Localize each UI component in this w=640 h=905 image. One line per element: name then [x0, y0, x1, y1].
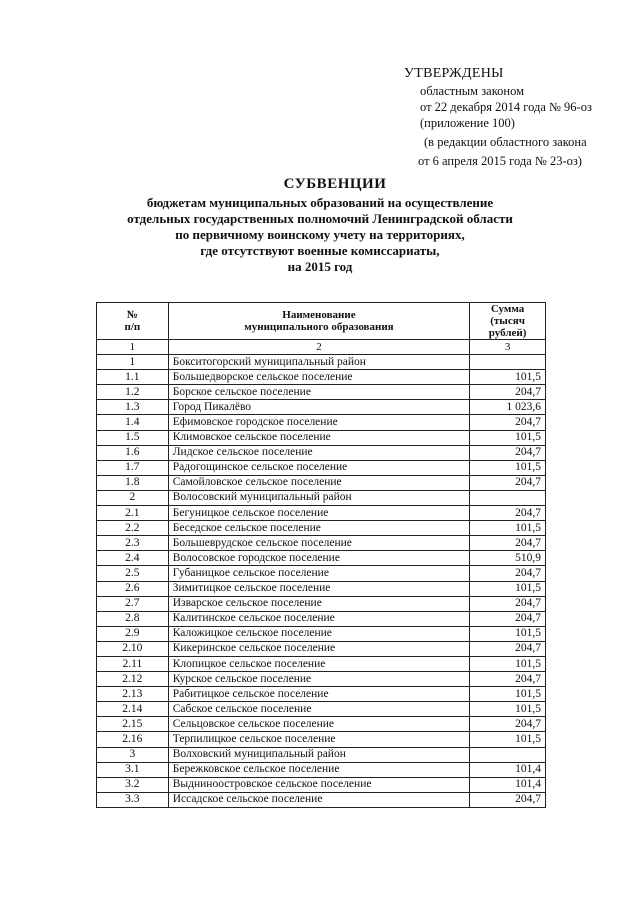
row-name: Лидское сельское поселение [168, 445, 469, 460]
row-name: Курское сельское поселение [168, 672, 469, 687]
table-row [97, 415, 546, 430]
row-number: 2.12 [97, 672, 169, 687]
row-name: Бережковское сельское поселение [168, 762, 469, 777]
header-sum: Сумма (тысяч рублей) [470, 303, 546, 340]
approval-line-5: от 6 апреля 2015 года № 23-оз) [418, 154, 582, 168]
row-sum: 510,9 [470, 551, 546, 566]
row-name: Сельцовское сельское поселение [168, 717, 469, 732]
row-sum: 101,5 [470, 521, 546, 536]
table-row [97, 490, 546, 505]
approval-line-3: (приложение 100) [420, 116, 515, 130]
row-sum: 1 023,6 [470, 400, 546, 415]
table-row [97, 747, 546, 762]
table-row [97, 475, 546, 490]
table-row [97, 611, 546, 626]
row-number: 2.11 [97, 656, 169, 671]
row-name: Волосовский муниципальный район [168, 490, 469, 505]
row-number: 1.8 [97, 475, 169, 490]
table-body [97, 355, 546, 808]
table-row [97, 717, 546, 732]
table-row [97, 732, 546, 747]
row-name: Зимитицкое сельское поселение [168, 581, 469, 596]
table-row [97, 762, 546, 777]
row-sum: 204,7 [470, 445, 546, 460]
table-row [97, 400, 546, 415]
row-sum: 101,4 [470, 777, 546, 792]
row-name: Большедворское сельское поселение [168, 370, 469, 385]
column-index-3: 3 [470, 340, 546, 355]
row-number: 2.14 [97, 702, 169, 717]
row-number: 2.3 [97, 536, 169, 551]
column-index-1: 1 [97, 340, 169, 355]
approval-line-1: областным законом [420, 84, 525, 98]
row-name: Волховский муниципальный район [168, 747, 469, 762]
row-number: 1.5 [97, 430, 169, 445]
table-row [97, 506, 546, 521]
row-number: 2.9 [97, 626, 169, 641]
approval-title: УТВЕРЖДЕНЫ [404, 66, 504, 81]
row-name: Самойловское сельское поселение [168, 475, 469, 490]
table-row [97, 702, 546, 717]
heading-line-3: по первичному воинскому учету на территориях, [175, 227, 465, 242]
header-name: Наименование муниципального образования [168, 303, 469, 340]
row-name: Радогощинское сельское поселение [168, 460, 469, 475]
row-name: Сабское сельское поселение [168, 702, 469, 717]
row-name: Бокситогорский муниципальный район [168, 355, 469, 370]
table-row [97, 355, 546, 370]
row-sum: 204,7 [470, 385, 546, 400]
document-heading [0, 176, 640, 275]
row-number: 2.15 [97, 717, 169, 732]
column-index-2: 2 [168, 340, 469, 355]
row-name: Губаницкое сельское поселение [168, 566, 469, 581]
row-sum: 204,7 [470, 717, 546, 732]
row-name: Волосовское городское поселение [168, 551, 469, 566]
table-row [97, 626, 546, 641]
row-number: 3 [97, 747, 169, 762]
row-sum: 101,5 [470, 430, 546, 445]
row-sum: 204,7 [470, 792, 546, 807]
table-row [97, 385, 546, 400]
row-number: 3.3 [97, 792, 169, 807]
row-number: 3.1 [97, 762, 169, 777]
table-row [97, 536, 546, 551]
table-row [97, 777, 546, 792]
table-row [97, 430, 546, 445]
row-sum: 204,7 [470, 611, 546, 626]
row-number: 2.4 [97, 551, 169, 566]
table-row [97, 581, 546, 596]
row-number: 2.7 [97, 596, 169, 611]
row-sum: 101,5 [470, 460, 546, 475]
table-row [97, 641, 546, 656]
row-sum: 101,5 [470, 370, 546, 385]
table-row [97, 656, 546, 671]
row-sum: 204,7 [470, 566, 546, 581]
row-sum: 204,7 [470, 641, 546, 656]
row-name: Изварское сельское поселение [168, 596, 469, 611]
row-name: Большеврудское сельское поселение [168, 536, 469, 551]
row-name: Беседское сельское поселение [168, 521, 469, 536]
approval-line-2: от 22 декабря 2014 года № 96-оз [420, 100, 592, 114]
table-row [97, 792, 546, 807]
approval-stamp [404, 66, 592, 169]
row-sum: 101,5 [470, 687, 546, 702]
row-sum: 101,5 [470, 702, 546, 717]
table-row [97, 370, 546, 385]
row-sum: 204,7 [470, 415, 546, 430]
heading-line-4: где отсутствуют военные комиссариаты, [200, 243, 440, 258]
row-sum: 101,5 [470, 581, 546, 596]
row-number: 2.13 [97, 687, 169, 702]
table-row [97, 460, 546, 475]
row-number: 2.5 [97, 566, 169, 581]
row-number: 1.3 [97, 400, 169, 415]
table-row [97, 521, 546, 536]
row-name: Кикеринское сельское поселение [168, 641, 469, 656]
row-number: 2.2 [97, 521, 169, 536]
row-sum: 204,7 [470, 506, 546, 521]
row-sum: 101,4 [470, 762, 546, 777]
row-sum [470, 490, 546, 505]
row-sum: 204,7 [470, 536, 546, 551]
table-row [97, 596, 546, 611]
row-sum: 204,7 [470, 672, 546, 687]
row-name: Иссадское сельское поселение [168, 792, 469, 807]
row-sum: 101,5 [470, 732, 546, 747]
row-name: Терпилицкое сельское поселение [168, 732, 469, 747]
row-name: Калитинское сельское поселение [168, 611, 469, 626]
row-number: 1.1 [97, 370, 169, 385]
heading-line-5: на 2015 год [287, 259, 353, 274]
row-number: 1.7 [97, 460, 169, 475]
row-number: 2.16 [97, 732, 169, 747]
row-name: Клопицкое сельское поселение [168, 656, 469, 671]
row-name: Борское сельское поселение [168, 385, 469, 400]
column-index-row [97, 340, 546, 355]
table-row [97, 672, 546, 687]
table-header-row [97, 303, 546, 340]
row-name: Каложицкое сельское поселение [168, 626, 469, 641]
document-title: СУБВЕНЦИИ [283, 176, 387, 192]
row-name: Бегуницкое сельское поселение [168, 506, 469, 521]
row-name: Ефимовское городское поселение [168, 415, 469, 430]
row-number: 2.1 [97, 506, 169, 521]
row-name: Климовское сельское поселение [168, 430, 469, 445]
heading-line-1: бюджетам муниципальных образований на осуществление [146, 195, 494, 210]
table-row [97, 566, 546, 581]
row-number: 3.2 [97, 777, 169, 792]
row-number: 2.6 [97, 581, 169, 596]
row-name: Город Пикалёво [168, 400, 469, 415]
row-sum: 101,5 [470, 626, 546, 641]
row-number: 2.10 [97, 641, 169, 656]
table-row [97, 687, 546, 702]
approval-line-4: (в редакции областного закона [424, 135, 587, 149]
subvention-table [96, 302, 546, 808]
row-number: 1 [97, 355, 169, 370]
heading-line-2: отдельных государственных полномочий Ленинградской области [127, 211, 513, 226]
row-number: 2 [97, 490, 169, 505]
header-number: № п/п [97, 303, 169, 340]
row-number: 1.2 [97, 385, 169, 400]
row-name: Рабитицкое сельское поселение [168, 687, 469, 702]
row-sum: 204,7 [470, 596, 546, 611]
row-sum [470, 355, 546, 370]
row-sum: 101,5 [470, 656, 546, 671]
row-number: 1.4 [97, 415, 169, 430]
row-sum [470, 747, 546, 762]
row-sum: 204,7 [470, 475, 546, 490]
row-name: Выдниноостровское сельское поселение [168, 777, 469, 792]
table-row [97, 445, 546, 460]
table-row [97, 551, 546, 566]
row-number: 2.8 [97, 611, 169, 626]
row-number: 1.6 [97, 445, 169, 460]
